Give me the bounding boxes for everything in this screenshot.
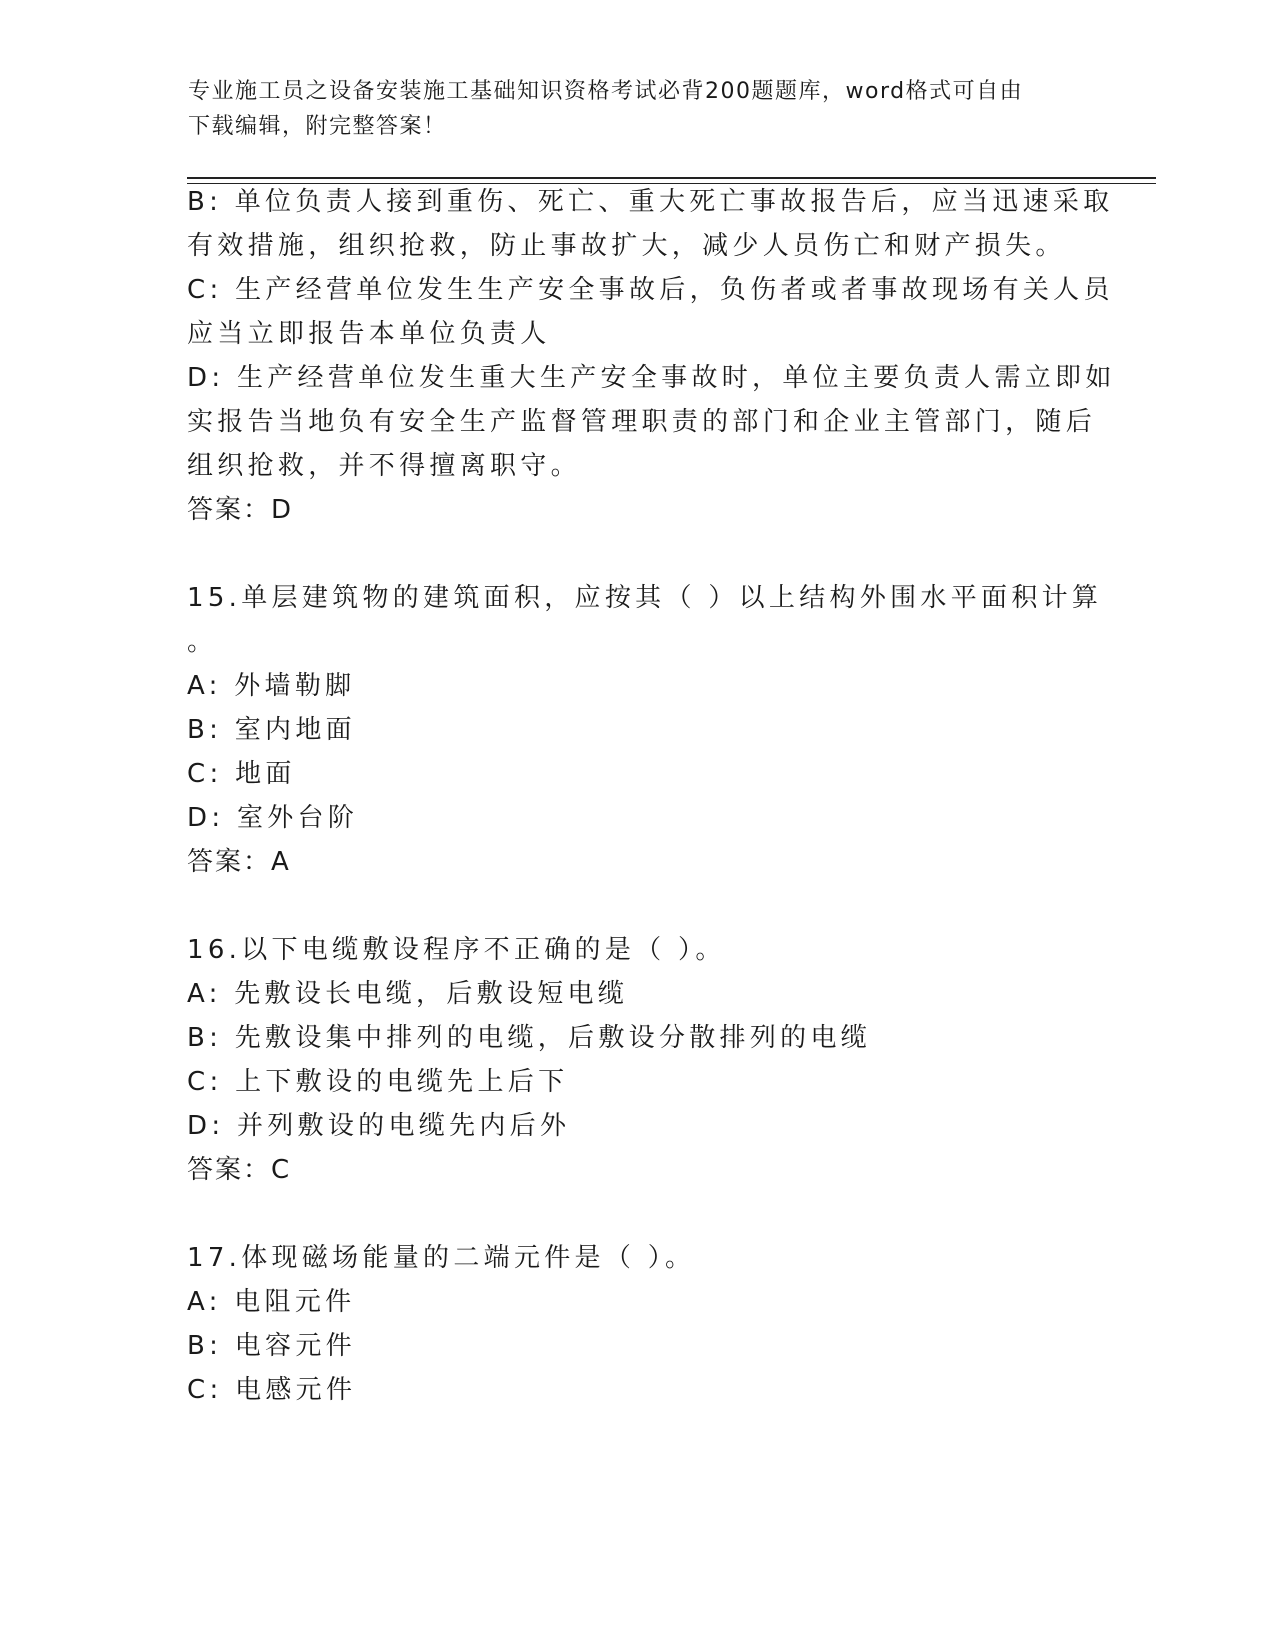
q16-option-d: D: 并列敷设的电缆先内后外 <box>187 1111 571 1141</box>
q17-option-c: C: 电感元件 <box>187 1375 357 1405</box>
q15-stem-line-1: 15.单层建筑物的建筑面积，应按其（ ）以上结构外围水平面积计算 <box>187 583 1103 613</box>
header-title-line-1: 专业施工员之设备安装施工基础知识资格考试必背200题题库，word格式可自由 <box>188 79 1024 104</box>
q14-option-d-line-2: 实报告当地负有安全生产监督管理职责的部门和企业主管部门，随后 <box>187 407 1097 437</box>
q17-option-b: B: 电容元件 <box>187 1331 356 1361</box>
q16-option-c: C: 上下敷设的电缆先上后下 <box>187 1067 569 1097</box>
q14-option-c-line-1: C: 生产经营单位发生生产安全事故后，负伤者或者事故现场有关人员 <box>187 275 1114 305</box>
header-title-line-2: 下载编辑，附完整答案！ <box>188 114 447 139</box>
document-header <box>188 74 1068 144</box>
q15-option-a: A: 外墙勒脚 <box>187 671 356 701</box>
q15-stem-line-2: 。 <box>187 627 218 657</box>
q15-option-c: C: 地面 <box>187 759 296 789</box>
q16-stem: 16.以下电缆敷设程序不正确的是（ ）。 <box>187 935 726 965</box>
q14-option-c-line-2: 应当立即报告本单位负责人 <box>187 319 551 349</box>
header-divider-thin <box>187 183 1156 184</box>
q15-option-d: D: 室外台阶 <box>187 803 359 833</box>
q17-stem: 17.体现磁场能量的二端元件是（ ）。 <box>187 1243 696 1273</box>
q16-option-a: A: 先敷设长电缆，后敷设短电缆 <box>187 979 629 1009</box>
q17-option-a: A: 电阻元件 <box>187 1287 356 1317</box>
q14-option-b-line-1: B: 单位负责人接到重伤、死亡、重大死亡事故报告后，应当迅速采取 <box>187 187 1114 217</box>
q14-option-d-line-3: 组织抢救，并不得擅离职守。 <box>187 451 581 481</box>
q14-answer: 答案：D <box>187 495 294 525</box>
q14-option-d-line-1: D: 生产经营单位发生重大生产安全事故时，单位主要负责人需立即如 <box>187 363 1116 393</box>
q15-option-b: B: 室内地面 <box>187 715 356 745</box>
header-divider-thick <box>187 177 1156 179</box>
q16-answer: 答案：C <box>187 1155 292 1185</box>
q16-option-b: B: 先敷设集中排列的电缆，后敷设分散排列的电缆 <box>187 1023 872 1053</box>
q14-option-b-line-2: 有效措施，组织抢救，防止事故扩大，减少人员伤亡和财产损失。 <box>187 231 1066 261</box>
q15-answer: 答案：A <box>187 847 291 877</box>
